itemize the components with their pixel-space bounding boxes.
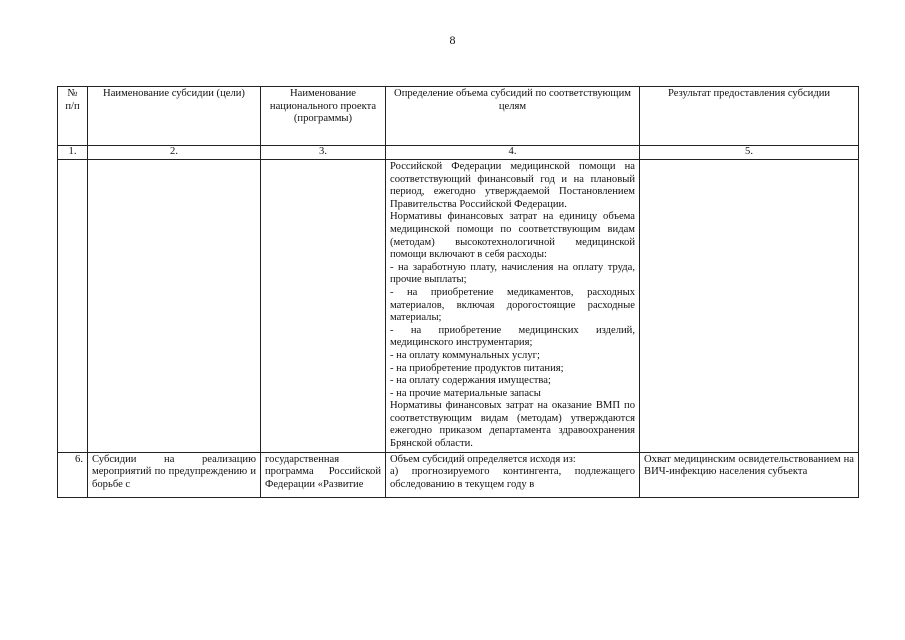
header-result: Результат предоставления субсидии (640, 87, 859, 146)
determination-paragraph: Объем субсидий определяется исходя из: (390, 453, 576, 465)
header-subsidy-name: Наименование субсидии (цели) (88, 87, 261, 146)
subsidy-name: Субсидии на реализацию мероприятий по предупреждению и борьбе с (92, 453, 256, 490)
determination-cell (386, 160, 640, 453)
determination-paragraph: Нормативы финансовых затрат на оказание ВМП по соответствующим видам (методам) утверждаются ежегодно приказом департамента здравоохранения Брянской области. (390, 400, 635, 450)
national-project: государственная программа Российской Федерации «Развитие (265, 453, 381, 490)
row-number: 6. (58, 452, 88, 497)
determination-cell (386, 452, 640, 497)
table-row (58, 452, 859, 497)
determination-paragraph: Нормативы финансовых затрат на единицу объема медицинской помощи по соответствующим видам (методам) высокотехнологичной медицинской помощи включают в себя расходы: (390, 211, 635, 261)
determination-paragraph: Российской Федерации медицинской помощи на соответствующий финансовый год и на плановый период, ежегодно утверждаемой Постановлением Правительства Российской Федерации. (390, 161, 635, 210)
page-number: 8 (449, 33, 456, 47)
empty-cell (261, 160, 386, 453)
determination-paragraph: - на оплату коммунальных услуг; (390, 349, 540, 361)
determination-paragraph: - на заработную плату, начисления на оплату труда, прочие выплаты; (390, 261, 635, 286)
empty-cell (58, 160, 88, 453)
table-row (58, 160, 859, 453)
column-number: 5. (640, 146, 859, 160)
column-number: 4. (386, 146, 640, 160)
header-volume-determination: Определение объема субсидий по соответствующим целям (386, 87, 640, 146)
determination-paragraph: а) прогнозируемого контингента, подлежащего обследованию в текущем году в (390, 466, 635, 490)
subsidy-name-cell (88, 452, 261, 497)
empty-cell (640, 160, 859, 453)
column-number: 1. (58, 146, 88, 160)
result-text: Охват медицинским освидетельствованием на ВИЧ-инфекцию населения субъекта (644, 453, 854, 478)
determination-paragraph: - на приобретение медикаментов, расходных материалов, включая дорогостоящие расходные материалы; (390, 286, 635, 324)
table-header-row (58, 87, 859, 146)
subsidy-table (57, 86, 859, 498)
column-number-row (58, 146, 859, 160)
empty-cell (88, 160, 261, 453)
determination-paragraph: - на приобретение продуктов питания; (390, 362, 564, 374)
header-national-project: Наименование национального проекта (программы) (261, 87, 386, 146)
determination-paragraph: - на приобретение медицинских изделий, медицинского инструментария; (390, 324, 635, 349)
determination-paragraph: - на оплату содержания имущества; (390, 375, 551, 387)
result-cell (640, 452, 859, 497)
national-project-cell (261, 452, 386, 497)
column-number: 2. (88, 146, 261, 160)
header-number: № п/п (58, 87, 88, 146)
determination-paragraph: - на прочие материальные запасы (390, 387, 541, 399)
column-number: 3. (261, 146, 386, 160)
